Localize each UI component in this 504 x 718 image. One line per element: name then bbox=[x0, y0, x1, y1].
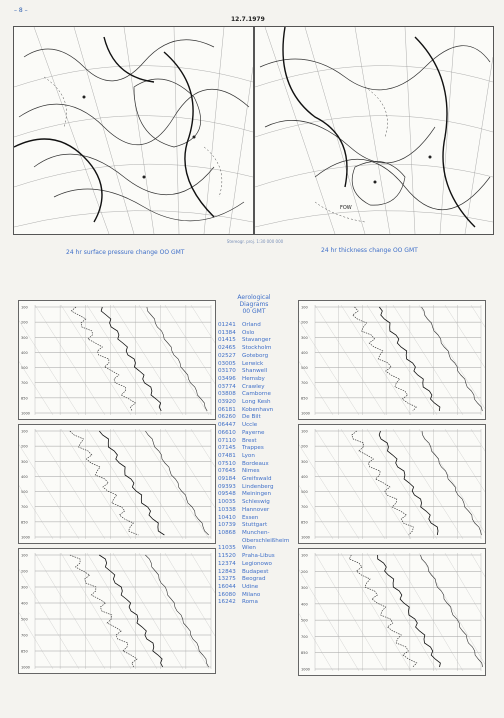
pressure-tick-label: 400 bbox=[301, 350, 308, 355]
station-id: 03005 bbox=[218, 360, 236, 367]
station-id: 02527 bbox=[218, 352, 236, 359]
pressure-tick-label: 300 bbox=[301, 335, 308, 340]
pressure-tick-label: 1000 bbox=[21, 665, 30, 670]
station-id: 06610 bbox=[218, 429, 236, 436]
pressure-tick-label: 700 bbox=[301, 634, 308, 639]
station-id: 09184 bbox=[218, 476, 236, 483]
station-name: Crawley bbox=[242, 383, 265, 390]
station-id: 07145 bbox=[218, 445, 236, 452]
aerological-diagram bbox=[18, 548, 216, 674]
station-id: 10739 bbox=[218, 522, 236, 529]
pressure-tick-label: 850 bbox=[301, 520, 308, 525]
station-id: 07110 bbox=[218, 437, 236, 444]
station-name: Nimes bbox=[242, 468, 260, 475]
station-name: Stuttgart bbox=[242, 522, 268, 529]
fall-label: FOW bbox=[340, 205, 352, 211]
station-id: 11035 bbox=[218, 545, 236, 552]
pressure-tick-label: 1000 bbox=[301, 667, 310, 672]
pressure-tick-label: 500 bbox=[21, 366, 28, 371]
station-id: 01384 bbox=[218, 329, 236, 336]
station-id: 16080 bbox=[218, 591, 236, 598]
thickness-change-map bbox=[254, 26, 494, 235]
station-name: Hemsby bbox=[242, 375, 265, 382]
surface-pressure-change-map bbox=[13, 26, 254, 235]
station-id: 12374 bbox=[218, 560, 236, 567]
pressure-tick-label: 1000 bbox=[21, 535, 30, 540]
station-id: 09548 bbox=[218, 491, 236, 498]
pressure-tick-label: 700 bbox=[301, 381, 308, 386]
station-name: Oslo bbox=[242, 329, 255, 336]
station-name: Oberschleißheim bbox=[242, 537, 290, 544]
pressure-tick-label: 500 bbox=[21, 617, 28, 622]
station-name: Greifswald bbox=[242, 476, 272, 483]
station-name: Shanwell bbox=[242, 368, 268, 375]
diagram-drawing bbox=[299, 549, 485, 675]
pressure-tick-label: 1000 bbox=[21, 411, 30, 416]
station-name: De Bilt bbox=[242, 414, 261, 421]
station-name: Long Kesh bbox=[242, 399, 271, 406]
diagram-drawing bbox=[299, 301, 485, 419]
page-date: 12.7.1979 bbox=[231, 16, 265, 23]
station-id: 03774 bbox=[218, 383, 236, 390]
pressure-tick-label: 700 bbox=[21, 505, 28, 510]
pressure-tick-label: 850 bbox=[301, 651, 308, 656]
station-id: 10410 bbox=[218, 514, 236, 521]
station-name: Munchen- bbox=[242, 529, 270, 536]
page-number: – 8 – bbox=[14, 7, 28, 14]
pressure-tick-label: 200 bbox=[301, 444, 308, 449]
station-id: 03808 bbox=[218, 391, 236, 398]
pressure-tick-label: 1000 bbox=[301, 411, 310, 416]
pressure-tick-label: 200 bbox=[21, 444, 28, 449]
station-name: Milano bbox=[242, 591, 261, 598]
station-id: 03920 bbox=[218, 399, 236, 406]
pressure-tick-label: 700 bbox=[301, 505, 308, 510]
station-id: 03496 bbox=[218, 375, 236, 382]
thickness-map-drawing bbox=[255, 27, 493, 234]
station-name: Stockholm bbox=[242, 345, 272, 352]
station-id: 06447 bbox=[218, 422, 236, 429]
station-id: 06181 bbox=[218, 406, 236, 413]
pressure-tick-label: 100 bbox=[301, 429, 308, 434]
pressure-tick-label: 850 bbox=[21, 649, 28, 654]
station-id: 10868 bbox=[218, 529, 236, 536]
station-name: Orland bbox=[242, 322, 261, 328]
pressure-map-drawing bbox=[14, 27, 253, 234]
pressure-tick-label: 700 bbox=[21, 633, 28, 638]
diagram-drawing bbox=[299, 425, 485, 543]
diagram-drawing bbox=[19, 549, 215, 673]
station-name: Beograd bbox=[242, 576, 266, 583]
pressure-tick-label: 300 bbox=[301, 459, 308, 464]
pressure-tick-label: 500 bbox=[301, 490, 308, 495]
station-name: Hannover bbox=[242, 506, 270, 513]
pressure-tick-label: 100 bbox=[301, 305, 308, 310]
pressure-tick-label: 300 bbox=[301, 586, 308, 591]
pressure-tick-label: 100 bbox=[21, 305, 28, 310]
station-id: 01241 bbox=[218, 322, 236, 328]
left-diagram-column bbox=[18, 300, 214, 672]
station-name: Kobenhavn bbox=[242, 406, 274, 413]
station-id: 10338 bbox=[218, 506, 236, 513]
pressure-tick-label: 400 bbox=[301, 474, 308, 479]
pressure-tick-label: 300 bbox=[21, 459, 28, 464]
pressure-tick-label: 500 bbox=[301, 618, 308, 623]
station-id: 07481 bbox=[218, 452, 236, 459]
station-id: 01415 bbox=[218, 337, 236, 344]
station-name: Budapest bbox=[242, 568, 269, 575]
map-scale: Stereogr. proj. 1:30 000 000 bbox=[226, 239, 284, 244]
pressure-tick-label: 100 bbox=[21, 553, 28, 558]
station-name: Essen bbox=[242, 514, 259, 521]
station-name: Goteborg bbox=[242, 352, 269, 359]
station-id: 13275 bbox=[218, 576, 236, 583]
station-name: Lindenberg bbox=[242, 483, 274, 490]
pressure-tick-label: 850 bbox=[21, 520, 28, 525]
aerological-diagram bbox=[298, 424, 486, 544]
station-name: Praha-Libus bbox=[242, 553, 275, 560]
pressure-tick-label: 400 bbox=[21, 350, 28, 355]
station-name: Wien bbox=[242, 545, 256, 552]
station-name: Bordeaux bbox=[242, 460, 269, 467]
right-map-caption: 24 hr thickness change OO GMT bbox=[321, 247, 418, 254]
aerological-diagram bbox=[298, 548, 486, 676]
station-name: Payerne bbox=[242, 429, 265, 436]
pressure-tick-label: 850 bbox=[21, 396, 28, 401]
aerological-diagram bbox=[18, 424, 216, 544]
right-diagram-column bbox=[298, 300, 484, 674]
station-name: Trappes bbox=[242, 445, 264, 452]
station-id: 12843 bbox=[218, 568, 236, 575]
station-name: Legionowo bbox=[242, 560, 272, 567]
station-id: 16242 bbox=[218, 599, 236, 606]
station-id: 11520 bbox=[218, 553, 236, 560]
pressure-tick-label: 200 bbox=[21, 569, 28, 574]
station-name: Camborne bbox=[242, 391, 271, 398]
station-name: Meiningen bbox=[242, 491, 272, 498]
station-id: 09393 bbox=[218, 483, 236, 490]
pressure-tick-label: 300 bbox=[21, 335, 28, 340]
diagrams-title bbox=[214, 294, 294, 315]
diagrams-title-line: Aerological bbox=[237, 294, 271, 301]
pressure-tick-label: 400 bbox=[21, 474, 28, 479]
station-id: 03170 bbox=[218, 368, 236, 375]
pressure-tick-label: 200 bbox=[21, 320, 28, 325]
station-id: 16044 bbox=[218, 583, 236, 590]
pressure-tick-label: 200 bbox=[301, 569, 308, 574]
pressure-tick-label: 200 bbox=[301, 320, 308, 325]
diagrams-title-line: Diagrams bbox=[239, 301, 269, 308]
station-name: Brest bbox=[242, 437, 257, 444]
pressure-tick-label: 300 bbox=[21, 585, 28, 590]
aerological-diagram bbox=[18, 300, 216, 420]
station-id: 02465 bbox=[218, 345, 236, 352]
pressure-tick-label: 700 bbox=[21, 381, 28, 386]
diagram-drawing bbox=[19, 301, 215, 419]
pressure-tick-label: 500 bbox=[21, 490, 28, 495]
station-name: Uccle bbox=[242, 422, 258, 429]
pressure-tick-label: 400 bbox=[301, 602, 308, 607]
diagrams-title-line: 00 GMT bbox=[242, 308, 266, 315]
station-id: 07645 bbox=[218, 468, 236, 475]
station-name: Lyon bbox=[242, 452, 255, 459]
station-name: Lerwick bbox=[242, 360, 264, 367]
pressure-tick-label: 1000 bbox=[301, 535, 310, 540]
aerological-diagram bbox=[298, 300, 486, 420]
station-name: Udine bbox=[242, 583, 259, 590]
pressure-tick-label: 400 bbox=[21, 601, 28, 606]
station-id: 07510 bbox=[218, 460, 236, 467]
pressure-tick-label: 850 bbox=[301, 396, 308, 401]
left-map-caption: 24 hr surface pressure change OO GMT bbox=[66, 249, 185, 256]
station-name: Stavanger bbox=[242, 337, 271, 344]
station-name: Schleswig bbox=[242, 499, 270, 506]
pressure-tick-label: 100 bbox=[21, 429, 28, 434]
station-id: 10035 bbox=[218, 499, 236, 506]
station-id: 06260 bbox=[218, 414, 236, 421]
station-name: Roma bbox=[242, 599, 258, 606]
pressure-tick-label: 100 bbox=[301, 553, 308, 558]
pressure-tick-label: 500 bbox=[301, 366, 308, 371]
diagram-drawing bbox=[19, 425, 215, 543]
